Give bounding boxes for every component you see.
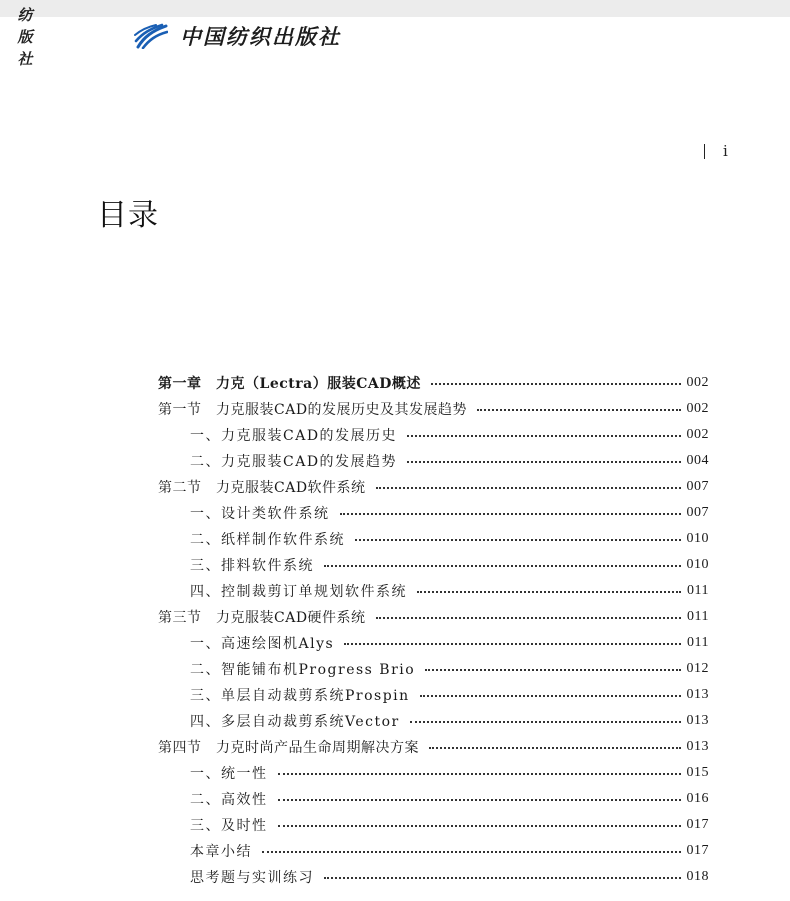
toc-entry-label: 一、设计类软件系统 xyxy=(190,506,330,522)
toc-entry[interactable] xyxy=(158,370,709,396)
toc-entry-label: 二、纸样制作软件系统 xyxy=(190,532,345,548)
publisher-logo-icon xyxy=(134,23,168,49)
toc-entry-label: 二、高效性 xyxy=(190,792,268,808)
toc-entry[interactable] xyxy=(158,422,709,448)
toc-leader-dots xyxy=(417,591,681,593)
toc-entry[interactable] xyxy=(158,682,709,708)
toc-entry[interactable] xyxy=(158,526,709,552)
toc-leader-dots xyxy=(376,487,681,489)
toc-entry-page: 011 xyxy=(687,635,709,650)
toc-entry-page: 007 xyxy=(686,505,709,520)
publisher-logo xyxy=(134,22,341,50)
toc-entry-page: 013 xyxy=(686,739,709,754)
toc-entry[interactable] xyxy=(158,708,709,734)
top-band xyxy=(0,0,790,17)
toc-leader-dots xyxy=(477,409,680,411)
toc-entry-page: 010 xyxy=(686,531,709,546)
page-title: 目录 xyxy=(97,198,159,233)
toc-entry-label: 本章小结 xyxy=(190,844,252,860)
toc-entry-page: 002 xyxy=(686,401,709,416)
folio-divider xyxy=(704,144,705,159)
toc-entry[interactable] xyxy=(158,656,709,682)
toc-entry-label: 第二节 力克服装CAD软件系统 xyxy=(158,480,366,496)
toc-leader-dots xyxy=(407,435,680,437)
toc-entry-page: 012 xyxy=(686,661,709,676)
toc-entry-page: 002 xyxy=(686,375,709,390)
toc-entry-page: 015 xyxy=(686,765,709,780)
toc-leader-dots xyxy=(407,461,680,463)
publisher-name: 中国纺织出版社 xyxy=(180,24,341,49)
side-char: 版 xyxy=(17,28,33,46)
toc-entry-label: 三、排料软件系统 xyxy=(190,558,314,574)
toc-entry-page: 018 xyxy=(686,869,709,884)
toc-entry-page: 013 xyxy=(686,687,709,702)
side-text xyxy=(12,4,38,70)
toc-entry-page: 010 xyxy=(686,557,709,572)
toc-entry-label: 思考题与实训练习 xyxy=(190,870,314,886)
toc-entry-label: 一、统一性 xyxy=(190,766,268,782)
toc-leader-dots xyxy=(324,877,681,879)
folio xyxy=(704,142,728,160)
toc-leader-dots xyxy=(376,617,681,619)
toc-entry-label: 一、力克服装CAD的发展历史 xyxy=(190,428,398,444)
toc-leader-dots xyxy=(410,721,681,723)
toc-entry-page: 011 xyxy=(687,583,709,598)
toc-entry-label: 二、智能铺布机Progress Brio xyxy=(190,662,416,678)
toc-entry[interactable] xyxy=(158,786,709,812)
toc-leader-dots xyxy=(262,851,681,853)
toc-entry[interactable] xyxy=(158,500,709,526)
toc-entry[interactable] xyxy=(158,630,709,656)
toc-entry-label: 一、高速绘图机Alys xyxy=(190,636,335,652)
toc-entry-label: 第三节 力克服装CAD硬件系统 xyxy=(158,610,366,626)
toc-entry-label: 第一章 力克（Lectra）服装CAD概述 xyxy=(158,376,421,392)
toc-entry[interactable] xyxy=(158,604,709,630)
toc-entry[interactable] xyxy=(158,760,709,786)
toc-entry-label: 四、控制裁剪订单规划软件系统 xyxy=(190,584,407,600)
toc-leader-dots xyxy=(431,383,681,385)
toc-entry[interactable] xyxy=(158,838,709,864)
side-char: 纺 xyxy=(17,6,33,24)
side-char: 社 xyxy=(17,50,33,68)
toc-leader-dots xyxy=(324,565,681,567)
toc-leader-dots xyxy=(355,539,681,541)
toc-entry-page: 013 xyxy=(686,713,709,728)
toc-entry[interactable] xyxy=(158,396,709,422)
folio-number: i xyxy=(723,142,728,160)
toc-entry[interactable] xyxy=(158,448,709,474)
toc-entry-page: 002 xyxy=(686,427,709,442)
toc-entry-label: 三、及时性 xyxy=(190,818,268,834)
toc-leader-dots xyxy=(278,773,681,775)
toc-entry-page: 017 xyxy=(686,817,709,832)
toc-entry[interactable] xyxy=(158,552,709,578)
toc-leader-dots xyxy=(425,669,680,671)
toc-leader-dots xyxy=(429,747,681,749)
toc-leader-dots xyxy=(340,513,681,515)
toc-entry-page: 011 xyxy=(687,609,709,624)
toc-entry-page: 016 xyxy=(686,791,709,806)
toc-entry[interactable] xyxy=(158,578,709,604)
toc-list xyxy=(158,370,709,890)
toc-entry-label: 第一节 力克服装CAD的发展历史及其发展趋势 xyxy=(158,402,468,418)
toc-entry-label: 第四节 力克时尚产品生命周期解决方案 xyxy=(158,740,419,756)
toc-entry[interactable] xyxy=(158,812,709,838)
toc-leader-dots xyxy=(420,695,681,697)
toc-entry[interactable] xyxy=(158,734,709,760)
toc-entry[interactable] xyxy=(158,864,709,890)
toc-entry-page: 004 xyxy=(686,453,709,468)
toc-leader-dots xyxy=(344,643,681,645)
toc-entry-label: 二、力克服装CAD的发展趋势 xyxy=(190,454,398,470)
toc-entry-page: 017 xyxy=(686,843,709,858)
toc-entry-page: 007 xyxy=(686,479,709,494)
toc-leader-dots xyxy=(278,825,681,827)
toc-entry-label: 三、单层自动裁剪系统Prospin xyxy=(190,688,410,704)
toc-entry[interactable] xyxy=(158,474,709,500)
toc-entry-label: 四、多层自动裁剪系统Vector xyxy=(190,714,400,730)
toc-leader-dots xyxy=(278,799,681,801)
